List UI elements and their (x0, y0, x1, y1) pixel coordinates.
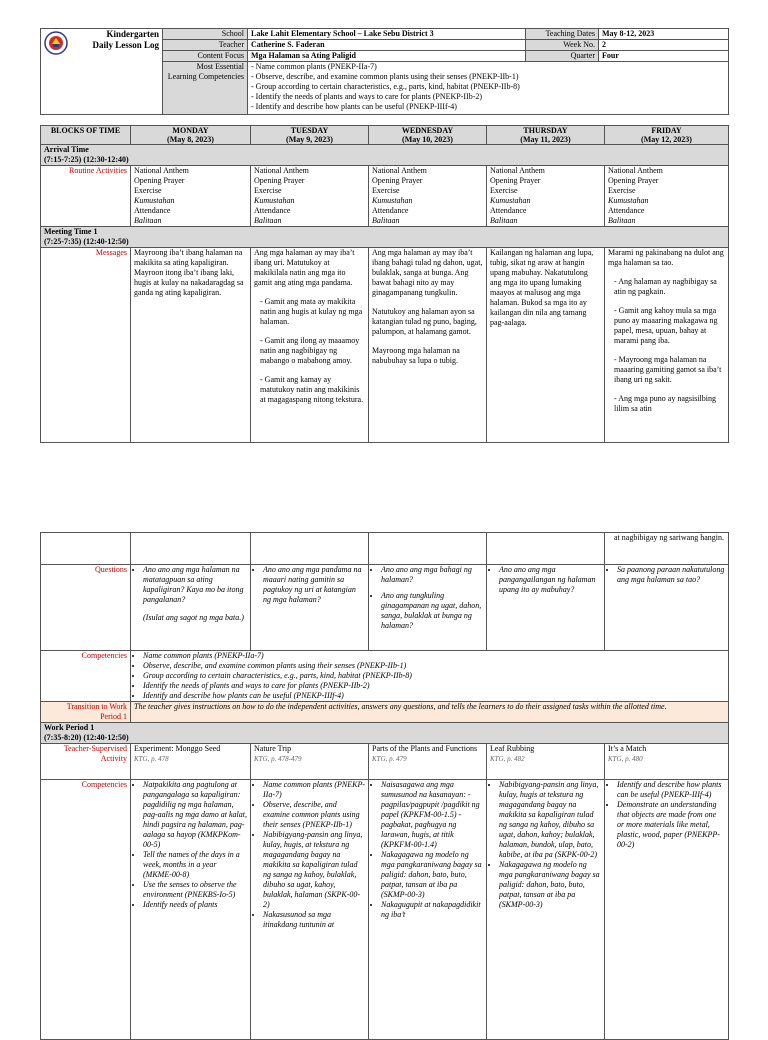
activity-tue: Nature Trip KTG, p. 478-479 (251, 744, 369, 780)
activity-fri: It’s a Match KTG, p. 480 (605, 744, 729, 780)
quarter-value: Four (599, 51, 729, 62)
routine-fri: National Anthem Opening Prayer Exercise Kumustahan Attendance Balitaan (605, 166, 729, 227)
question-tue: • Ano ano ang mga pandama na maaari nating gamitin sa pagtukoy ng uri at katangian ng mga halaman? (251, 565, 369, 651)
dates-label: Teaching Dates (526, 29, 599, 40)
page-1 (40, 28, 728, 443)
activity-mon: Experiment: Monggo Seed KTG, p. 478 (131, 744, 251, 780)
mel-label: Most Essential Learning Competencies (163, 62, 248, 115)
friday-header: FRIDAY (May 12, 2023) (605, 126, 729, 145)
competencies-mon: • Natpakikita ang pagtulong at pangangalaga sa kapaligiran: pagdidilig ng mga halaman, pag-aalis ng mga damo at kalat, hindi pagsira ng halaman, pag-aalaga sa hayop (KMKPKom-00-5) • Tell the names of the days in a week, months in a year (MKME-00-8) • Use the senses to observe the environment (PNEKBS-Io-5) • Identify needs of plants (131, 780, 251, 1040)
message-tue: Ang mga halaman ay may iba’t ibang uri. Matutukoy at makikilala natin ang mga ito gamit ang ating mga pandama. - Gamit ang mata ay makikita natin ang hugis at kulay ng mga halaman. - Gamit ang ilong ay maaamoy natin ang nagbibigay ng mabango o mabahong amoy. - Gamit ang kamay ay matutukoy natin ang makikinis at magagaspang nitong tekstura. (251, 248, 369, 443)
focus-label: Content Focus (163, 51, 248, 62)
doc-title: Kindergarten (106, 29, 159, 39)
question-mon: • Ano ano ang mga halaman na matatagpuan sa ating kapaligiran? Kaya mo ba itong pangalanan? (Isulat ang sagot ng mga bata.) (131, 565, 251, 651)
message-mon: Mayroong iba’t ibang halaman na makikita sa ating kapaligiran. Mayroon itong iba’t ibang laki, hugis at kulay na nakadaragdag sa ganda ng ating kapaligiran. (131, 248, 251, 443)
wednesday-header: WEDNESDAY (May 10, 2023) (369, 126, 487, 145)
competencies-list: • Name common plants (PNEKP-IIa-7) • Observe, describe, and examine common plants using their senses (PNEKP-IIb-1) • Group according to certain characteristics, e.g., parts, kind, habitat (PNEKP-IIb-8) • Identify the needs of plants and ways to care for plants (PNEKP-IIb-2) • Identify and describe how plants can be useful (PNEKP-IIIf-4) (131, 651, 729, 702)
message-thu: Kailangan ng halaman ang lupa, tubig, sikat ng araw at hangin upang mabuhay. Nakatutulong ang mga ito upang lumaking maayos at malusog ang mga halaman. Bukod sa mga ito ay kailangan din nila ang tamang pag-aalaga. (487, 248, 605, 443)
title-cell (73, 29, 163, 115)
work-period-section: Work Period 1 (7:35-8:20) (12:40-12:50) (41, 723, 729, 744)
activity-wed: Parts of the Plants and Functions KTG, p. 479 (369, 744, 487, 780)
competencies-tue: • Name common plants (PNEKP-IIa-7) • Observe, describe, and examine common plants using their senses (PNEKP-IIb-1) • Nabibigyang-pansin ang linya, kulay, hugis, at tekstura ng magagandang bagay na makikita sa kapaligiran tulad ng sanga ng kahoy, bulaklak, dibuho sa ugat, kahoy, bulaklak, halaman (SKPK-00-2) • Nakasusunod sa mga itinakdang tuntunin at (251, 780, 369, 1040)
deped-seal-icon (44, 31, 68, 55)
blocks-header: BLOCKS OF TIME (41, 126, 131, 145)
deped-logo-cell (41, 29, 73, 115)
mel-item: - Identify and describe how plants can be useful (PNEKP-IIIf-4) (251, 102, 457, 111)
competencies-thu: • Nabibigyang-pansin ang linya, kulay, hugis at tekstura ng magagandang bagay na makikita sa kapaligiran tulad ng sanga ng kahoy, dibuho sa ugat, dahon, kahoy; bulaklak, halaman, bundok, ulap, bato, kabibe, at iba pa (SKPK-00-2) • Nakagagawa ng modelo ng mga pangkaraniwang bagay sa paligid: dahon, bato, buto, patpat, tansan at iba pa (SKMP-00-3) (487, 780, 605, 1040)
message-wed: Ang mga halaman ay may iba’t ibang bahagi tulad ng dahon, ugat, bulaklak, sanga at bunga. Ang bawat bahagi nito ay may ginagampanang tungkulin. Natutukoy ang halaman ayon sa katangian tulad ng puno, baging, palumpon, at halamang gamot. Mayroong mga halaman na nabubuhay sa lupa o tubig. (369, 248, 487, 443)
competencies-wed: • Naisasagawa ang mga sumusunod na kasanayan: - pagpilas/pagpupit /pagdikit ng papel (KPKFM-00-1.5) -pagbakat, paghugya ng larawan, hugis, at titik (KPKFM-00-1.4) • Nakagagawa ng modelo ng mga pangkaraniwang bagay sa paligid: dahon, bato, buto, patpat, tansan at iba pa (SKMP-00-3) • Nakagugupit at nakapagdidikit ng iba’t (369, 780, 487, 1040)
message-fri-continued: at nagbibigay ng sariwang hangin. (605, 533, 729, 565)
mel-list (248, 62, 729, 115)
message-fri: Marami ng pakinabang na dulot ang mga halaman sa tao. - Ang halaman ay nagbibigay sa atin ng pagkain. - Gamit ang kahoy mula sa mga puno ay maaaring makagawa ng papel, mesa, upuan, bahay at marami pang iba. - Mayroong mga halaman na maaaring gamiting gamot sa iba’t ibang uri ng sakit. - Ang mga puno ay nagsisilbing lilim sa atin (605, 248, 729, 443)
work-competencies-label: Competencies (41, 780, 131, 1040)
teacher-value: Catherine S. Faderan (248, 40, 526, 51)
routine-mon: National Anthem Opening Prayer Exercise Kumustahan Attendance Balitaan (131, 166, 251, 227)
routine-thu: National Anthem Opening Prayer Exercise Kumustahan Attendance Balitaan (487, 166, 605, 227)
transition-text: The teacher gives instructions on how to do the independent activities, answers any questions, and tells the learners to do their assigned tasks within the allotted time. (131, 702, 729, 723)
thursday-header: THURSDAY (May 11, 2023) (487, 126, 605, 145)
week-value: 2 (599, 40, 729, 51)
quarter-label: Quarter (526, 51, 599, 62)
question-wed: • Ano ano ang mga bahagi ng halaman? • Ano ang tungkuling ginagampanan ng ugat, dahon, sanga, bulaklak at bunga ng halaman? (369, 565, 487, 651)
header-table (40, 28, 729, 115)
tsa-label: Teacher-Supervised Activity (41, 744, 131, 780)
question-fri: • Sa paanong paraan nakatutulong ang mga halaman sa tao? (605, 565, 729, 651)
meeting-section: Meeting Time 1 (7:25-7:35) (12:40-12:50) (41, 227, 729, 248)
school-label: School (163, 29, 248, 40)
arrival-section: Arrival Time (7:15-7:25) (12:30-12:40) (41, 145, 729, 166)
transition-label: Transition to Work Period 1 (41, 702, 131, 723)
questions-label: Questions (41, 565, 131, 651)
competencies-label: Competencies (41, 651, 131, 702)
question-thu: • Ano ano ang mga pangangailangan ng halaman upang ito ay mabuhay? (487, 565, 605, 651)
mel-item: - Group according to certain characteristics, e.g., parts, kind, habitat (PNEKP-IIb-8) (251, 82, 520, 91)
teacher-label: Teacher (163, 40, 248, 51)
tuesday-header: TUESDAY (May 9, 2023) (251, 126, 369, 145)
schedule-table-2 (40, 532, 729, 1040)
routine-label: Routine Activities (41, 166, 131, 227)
routine-wed: National Anthem Opening Prayer Exercise Kumustahan Attendance Balitaan (369, 166, 487, 227)
mel-item: - Name common plants (PNEKP-IIa-7) (251, 62, 377, 71)
monday-header: MONDAY (May 8, 2023) (131, 126, 251, 145)
dates-value: May 8-12, 2023 (599, 29, 729, 40)
school-value: Lake Lahit Elementary School – Lake Sebu District 3 (248, 29, 526, 40)
week-label: Week No. (526, 40, 599, 51)
schedule-table-1 (40, 125, 729, 443)
competencies-fri: • Identify and describe how plants can be useful (PNEKP-IIIf-4) • Demonstrate an understanding that objects are made from one or more materials like metal, plastic, wood, paper (PNEKPP-00-2) (605, 780, 729, 1040)
page-2 (40, 532, 728, 1040)
routine-tue: National Anthem Opening Prayer Exercise Kumustahan Attendance Balitaan (251, 166, 369, 227)
activity-thu: Leaf Rubbing KTG, p. 482 (487, 744, 605, 780)
mel-item: - Identify the needs of plants and ways to care for plants (PNEKP-IIb-2) (251, 92, 483, 101)
doc-subtitle: Daily Lesson Log (92, 40, 159, 50)
mel-item: - Observe, describe, and examine common plants using their senses (PNEKP-IIb-1) (251, 72, 519, 81)
focus-value: Mga Halaman sa Ating Paligid (248, 51, 526, 62)
messages-label: Messages (41, 248, 131, 443)
